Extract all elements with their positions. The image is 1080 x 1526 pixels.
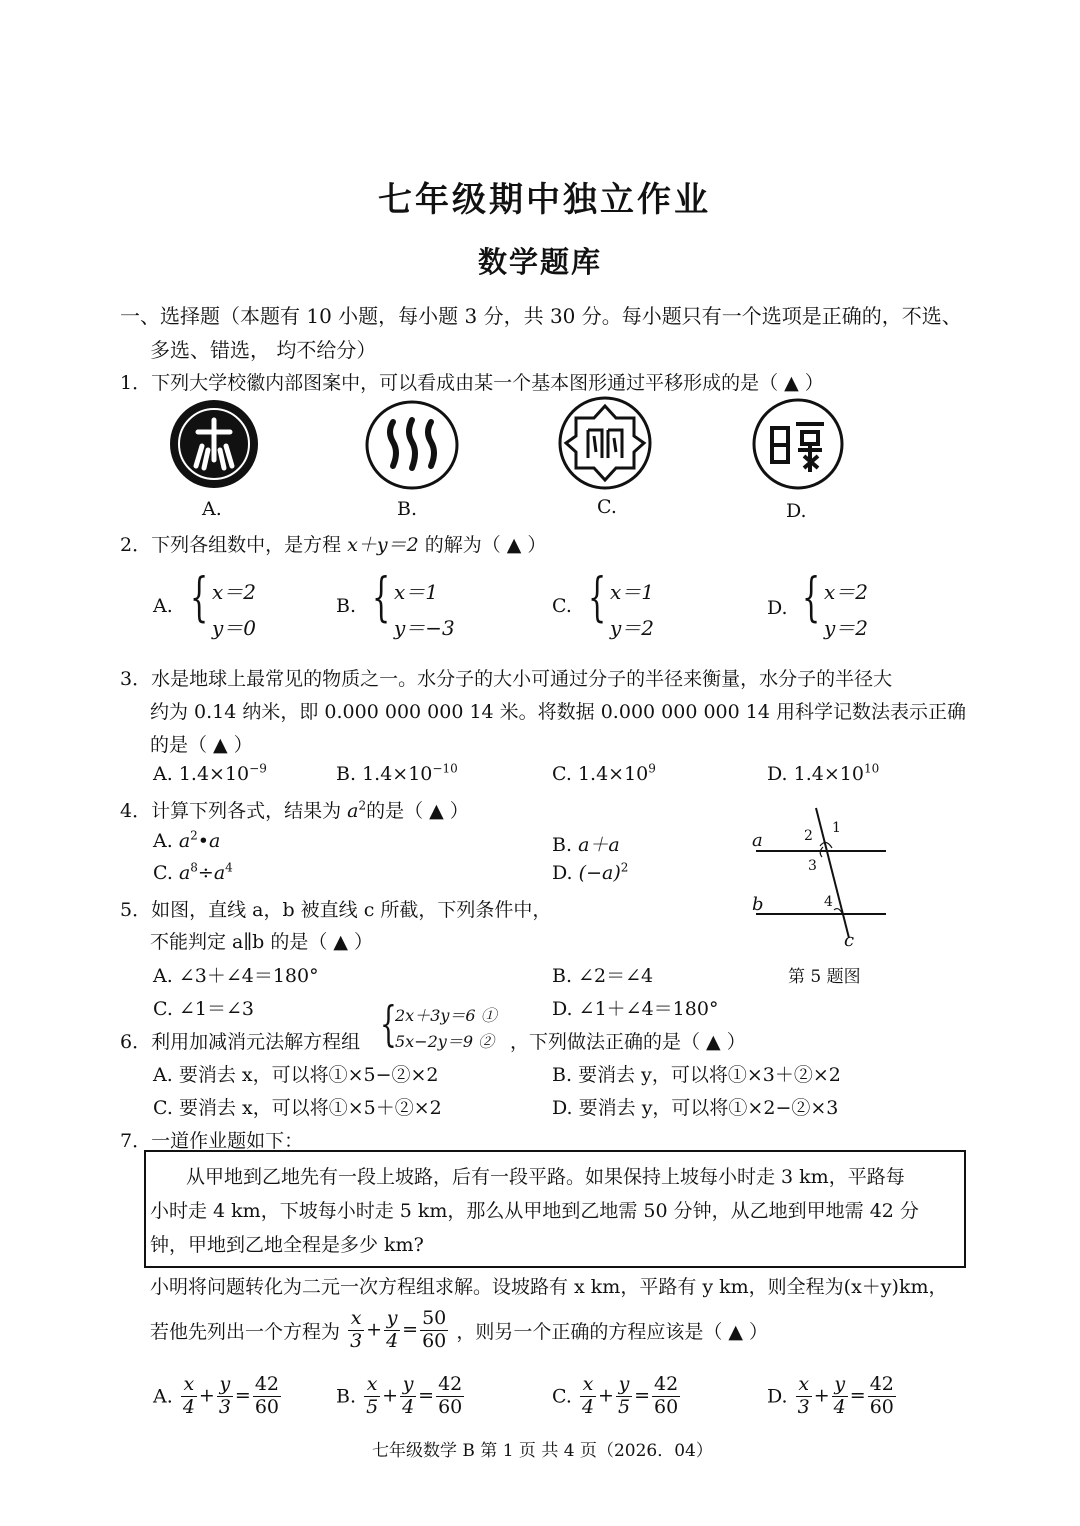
q5-option-d [552,994,718,1021]
given-r-den: 60 [422,1329,447,1352]
q6-option-a-text: 要消去 x，可以将①×5−②×2 [178,1064,439,1086]
given-y-den: 4 [386,1329,399,1352]
emblem-a-icon [168,398,260,490]
opt-b-r-den: 60 [438,1395,463,1418]
opt-d-x-num: x [796,1374,812,1397]
q7-box-line2: 小时走 4 km，下坡每小时走 5 km，那么从甲地到乙地需 50 分钟，从乙地到甲地需 42 分 [150,1200,919,1222]
q6-option-c-label: C. [153,1097,173,1119]
page-subtitle: 数学题库 [478,245,603,279]
q7-option-a-label: A. [153,1385,173,1408]
question-7-stem: 7．一道作业题如下： [120,1130,304,1152]
q7-line5-pre: 若他先列出一个方程为 [150,1320,341,1343]
opt-b-r-num: 42 [438,1373,463,1395]
given-x-num: x [348,1308,364,1331]
opt-a-r-den: 60 [254,1395,280,1418]
q5-option-c-label: C. [153,998,173,1020]
opt-c-y-den: 5 [617,1395,631,1418]
brace-icon: { [802,568,821,628]
q3-option-c-exp: 9 [648,761,656,776]
q3-option-a-base: 1.4×10 [178,763,250,785]
section-heading-line2: 多选、错选， 均不给分） [150,338,377,362]
q3-option-c-label: C. [552,763,572,785]
q2-option-d-row2: y＝2 [824,616,869,640]
q7-option-c: C. $\frac{x}{4}$ + $\frac{y}{5}$ = $\frac{42}{60}$ [552,1373,679,1418]
emblem-d-icon [752,398,844,490]
question-2-stem-pre: 2．下列各组数中，是方程 [120,534,348,556]
page-footer: 七年级数学 B 第 1 页 共 4 页（2026．04） [372,1441,713,1461]
q4-option-c-var2: a [213,862,226,884]
q3-option-b [336,763,458,785]
q4-option-a-exp: 2 [190,828,198,843]
figure-line-a-label: a [752,830,763,851]
q2-option-c-row1: x＝1 [610,580,655,604]
q6-option-d [552,1093,838,1120]
q3-option-d-base: 1.4×10 [793,763,864,785]
opt-c-r-den: 60 [653,1395,679,1418]
q4-option-a-label: A. [153,830,173,852]
opt-d-y-den: 4 [833,1395,846,1418]
q3-option-c [552,763,656,785]
emblem-b-label: B. [397,498,418,520]
question-2-equation: x＋y＝2 [347,534,419,556]
q2-option-a-row1: x＝2 [212,580,257,604]
question-4-exp: 2 [358,798,367,813]
q6-option-a [153,1060,439,1087]
q6-option-d-text: 要消去 y，可以将①×2−②×3 [578,1097,839,1119]
q7-box-line3: 钟，甲地到乙地全程是多少 km? [150,1234,424,1256]
q7-option-d: D. $\frac{x}{3}$ + $\frac{y}{4}$ = $\frac{42}{60}$ [767,1373,894,1418]
q3-option-a [153,763,267,785]
q6-option-b-label: B. [552,1064,573,1086]
q2-option-b-system [372,568,455,640]
brace-icon: { [588,568,607,628]
q4-option-d-expr: (−a) [578,862,621,884]
figure-line-c-label: c [844,930,855,951]
q3-option-b-base: 1.4×10 [362,763,433,785]
q2-option-c-label: C. [552,595,572,617]
q4-option-c: C. $a^8\div a^4$ [153,860,233,884]
figure-angle-4-label: 4 [824,894,833,910]
q4-option-a-var2: a [209,830,221,852]
q4-option-b-label: B. [552,834,573,856]
q6-system-brace-icon: { [380,996,397,1052]
figure-angle-2-label: 2 [804,828,813,844]
q6-equation-1: 2x＋3y＝6 ① [395,1006,497,1025]
q4-option-c-var1: a [178,862,191,884]
q2-option-a-system [190,568,257,640]
q3-option-b-label: B. [336,763,357,785]
opt-b-y-num: y [400,1374,416,1397]
q5-option-b [552,961,653,988]
opt-d-r-num: 42 [869,1373,894,1395]
opt-a-y-den: 3 [218,1395,231,1418]
opt-b-x-num: x [364,1374,380,1397]
question-4-stem-post: 的是（ ▲ ） [366,800,469,822]
given-r-num: 50 [422,1307,447,1329]
q3-option-b-exp: −10 [432,761,458,776]
opt-c-x-den: 4 [581,1395,595,1418]
q2-option-c-system [588,568,655,640]
q6-option-b-text: 要消去 y，可以将①×3＋②×2 [578,1064,841,1086]
opt-a-x-den: 4 [182,1395,195,1418]
q3-option-c-base: 1.4×10 [577,763,649,785]
opt-c-y-num: y [616,1374,632,1397]
q5-option-c-text: ∠1＝∠3 [178,998,254,1020]
q2-option-b-row2: y＝−3 [394,616,455,640]
q7-line5-post: ，则另一个正确的方程应该是（ ▲ ） [456,1320,769,1343]
q6-option-d-label: D. [552,1097,573,1119]
q6-option-a-label: A. [153,1064,173,1086]
q7-option-a: A. $\frac{x}{4}$ + $\frac{y}{3}$ = $\frac{42}{60}$ [153,1373,280,1418]
q7-option-b-label: B. [336,1385,357,1408]
q7-option-b: B. $\frac{x}{5}$ + $\frac{y}{4}$ = $\frac{42}{60}$ [336,1373,463,1418]
question-4-stem-pre: 4．计算下列各式，结果为 [120,800,348,822]
q5-figure [746,806,896,957]
q2-option-b-label: B. [336,595,357,617]
q2-option-d-row1: x＝2 [824,580,869,604]
q3-option-d-label: D. [767,763,788,785]
q2-option-b-row1: x＝1 [394,580,439,604]
q4-option-a-var1: a [178,830,191,852]
opt-a-x-num: x [181,1374,197,1397]
question-3-line2: 约为 0.14 纳米，即 0.000 000 000 14 米。将数据 0.000 000 000 14 用科学记数法表示正确 [150,701,966,723]
question-5-line2: 不能判定 a∥b 的是（ ▲ ） [150,931,374,953]
emblem-d-label: D. [786,500,807,522]
q6-option-b [552,1060,841,1087]
q4-option-d [552,862,628,884]
emblem-c-icon [558,396,652,490]
q4-option-a: A. $a^2•a$ [153,828,221,852]
emblem-a-label: A. [202,498,222,520]
q2-option-d-label: D. [767,597,788,619]
q5-figure-caption: 第 5 题图 [788,967,861,987]
q4-option-b [552,830,620,857]
q4-option-d-label: D. [552,862,573,884]
q7-line4: 小明将问题转化为二元一次方程组求解。设坡路有 x km，平路有 y km，则全程为(x＋y)km， [150,1276,948,1298]
q5-option-d-text: ∠1＋∠4＝180° [578,998,719,1020]
q4-option-c-label: C. [153,862,173,884]
q2-option-a-label: A. [153,595,173,617]
given-x-den: 3 [350,1329,363,1352]
q3-option-a-label: A. [153,763,173,785]
q7-box-line1: 从甲地到乙地先有一段上坡路，后有一段平路。如果保持上坡每小时走 3 km，平路每 [186,1166,905,1188]
opt-b-x-den: 5 [366,1395,379,1418]
q6-option-c [153,1093,442,1120]
q6-equation-2: 5x−2y＝9 ② [395,1032,495,1051]
brace-icon: { [190,568,209,628]
q6-option-c-text: 要消去 x，可以将①×5＋②×2 [178,1097,442,1119]
page-title: 七年级期中独立作业 [378,180,711,220]
q5-option-a-text: ∠3＋∠4＝180° [178,965,319,987]
opt-a-y-num: y [217,1374,233,1397]
emblem-c-label: C. [597,496,617,518]
section-heading-line1: 一、选择题（本题有 10 小题，每小题 3 分，共 30 分。每小题只有一个选项是正确的，不选、 [120,304,962,328]
opt-d-r-den: 60 [869,1395,894,1418]
q5-option-c [153,994,254,1021]
figure-angle-3-label: 3 [808,858,817,874]
q5-option-b-text: ∠2＝∠4 [578,965,654,987]
question-6-stem-post: ，下列做法正确的是（ ▲ ） [510,1031,746,1053]
q5-option-b-label: B. [552,965,573,987]
q2-option-d-system [802,568,869,640]
question-5-line1: 5．如图，直线 a，b 被直线 c 所截，下列条件中， [120,899,552,921]
q7-option-c-label: C. [552,1385,572,1408]
question-3-line3: 的是（ ▲ ） [150,734,253,756]
question-2-stem [120,530,546,557]
opt-b-y-den: 4 [402,1395,415,1418]
q3-option-d [767,763,879,785]
opt-c-r-num: 42 [653,1373,679,1395]
question-1-stem: 1．下列大学校徽内部图案中，可以看成由某一个基本图形通过平移形成的是（ ▲ ） [120,372,824,394]
q3-option-a-exp: −9 [249,761,267,776]
q2-option-a-row2: y＝0 [212,616,257,640]
q3-option-d-exp: 10 [863,761,880,776]
q5-option-d-label: D. [552,998,573,1020]
question-2-stem-post: 的解为（ ▲ ） [418,534,547,556]
opt-c-x-num: x [580,1374,596,1397]
q5-option-a [153,961,319,988]
emblem-b-icon [365,400,459,490]
q4-option-d-exp: 2 [620,860,629,875]
question-4-stem [120,796,469,823]
opt-d-x-den: 3 [797,1395,810,1418]
question-6-stem-pre: 6．利用加减消元法解方程组 [120,1031,361,1053]
brace-icon: { [372,568,391,628]
figure-line-b-label: b [752,894,764,915]
q5-option-a-label: A. [153,965,173,987]
question-3-line1: 3．水是地球上最常见的物质之一。水分子的大小可通过分子的半径来衡量，水分子的半径大 [120,668,893,690]
opt-d-y-num: y [832,1374,848,1397]
q4-option-b-expr: a＋a [578,834,620,856]
q7-option-d-label: D. [767,1385,788,1408]
opt-a-r-num: 42 [254,1373,280,1395]
q2-option-c-row2: y＝2 [610,616,655,640]
figure-angle-1-label: 1 [832,820,841,836]
question-4-var: a [347,800,359,822]
q7-line5: 若他先列出一个方程为 $\frac{x}{3}$ + $\frac{y}{4}$ = $\frac{50}{60}$ ，则另一个正确的方程应该是（ ▲ ） [150,1307,769,1352]
given-y-num: y [384,1308,400,1331]
